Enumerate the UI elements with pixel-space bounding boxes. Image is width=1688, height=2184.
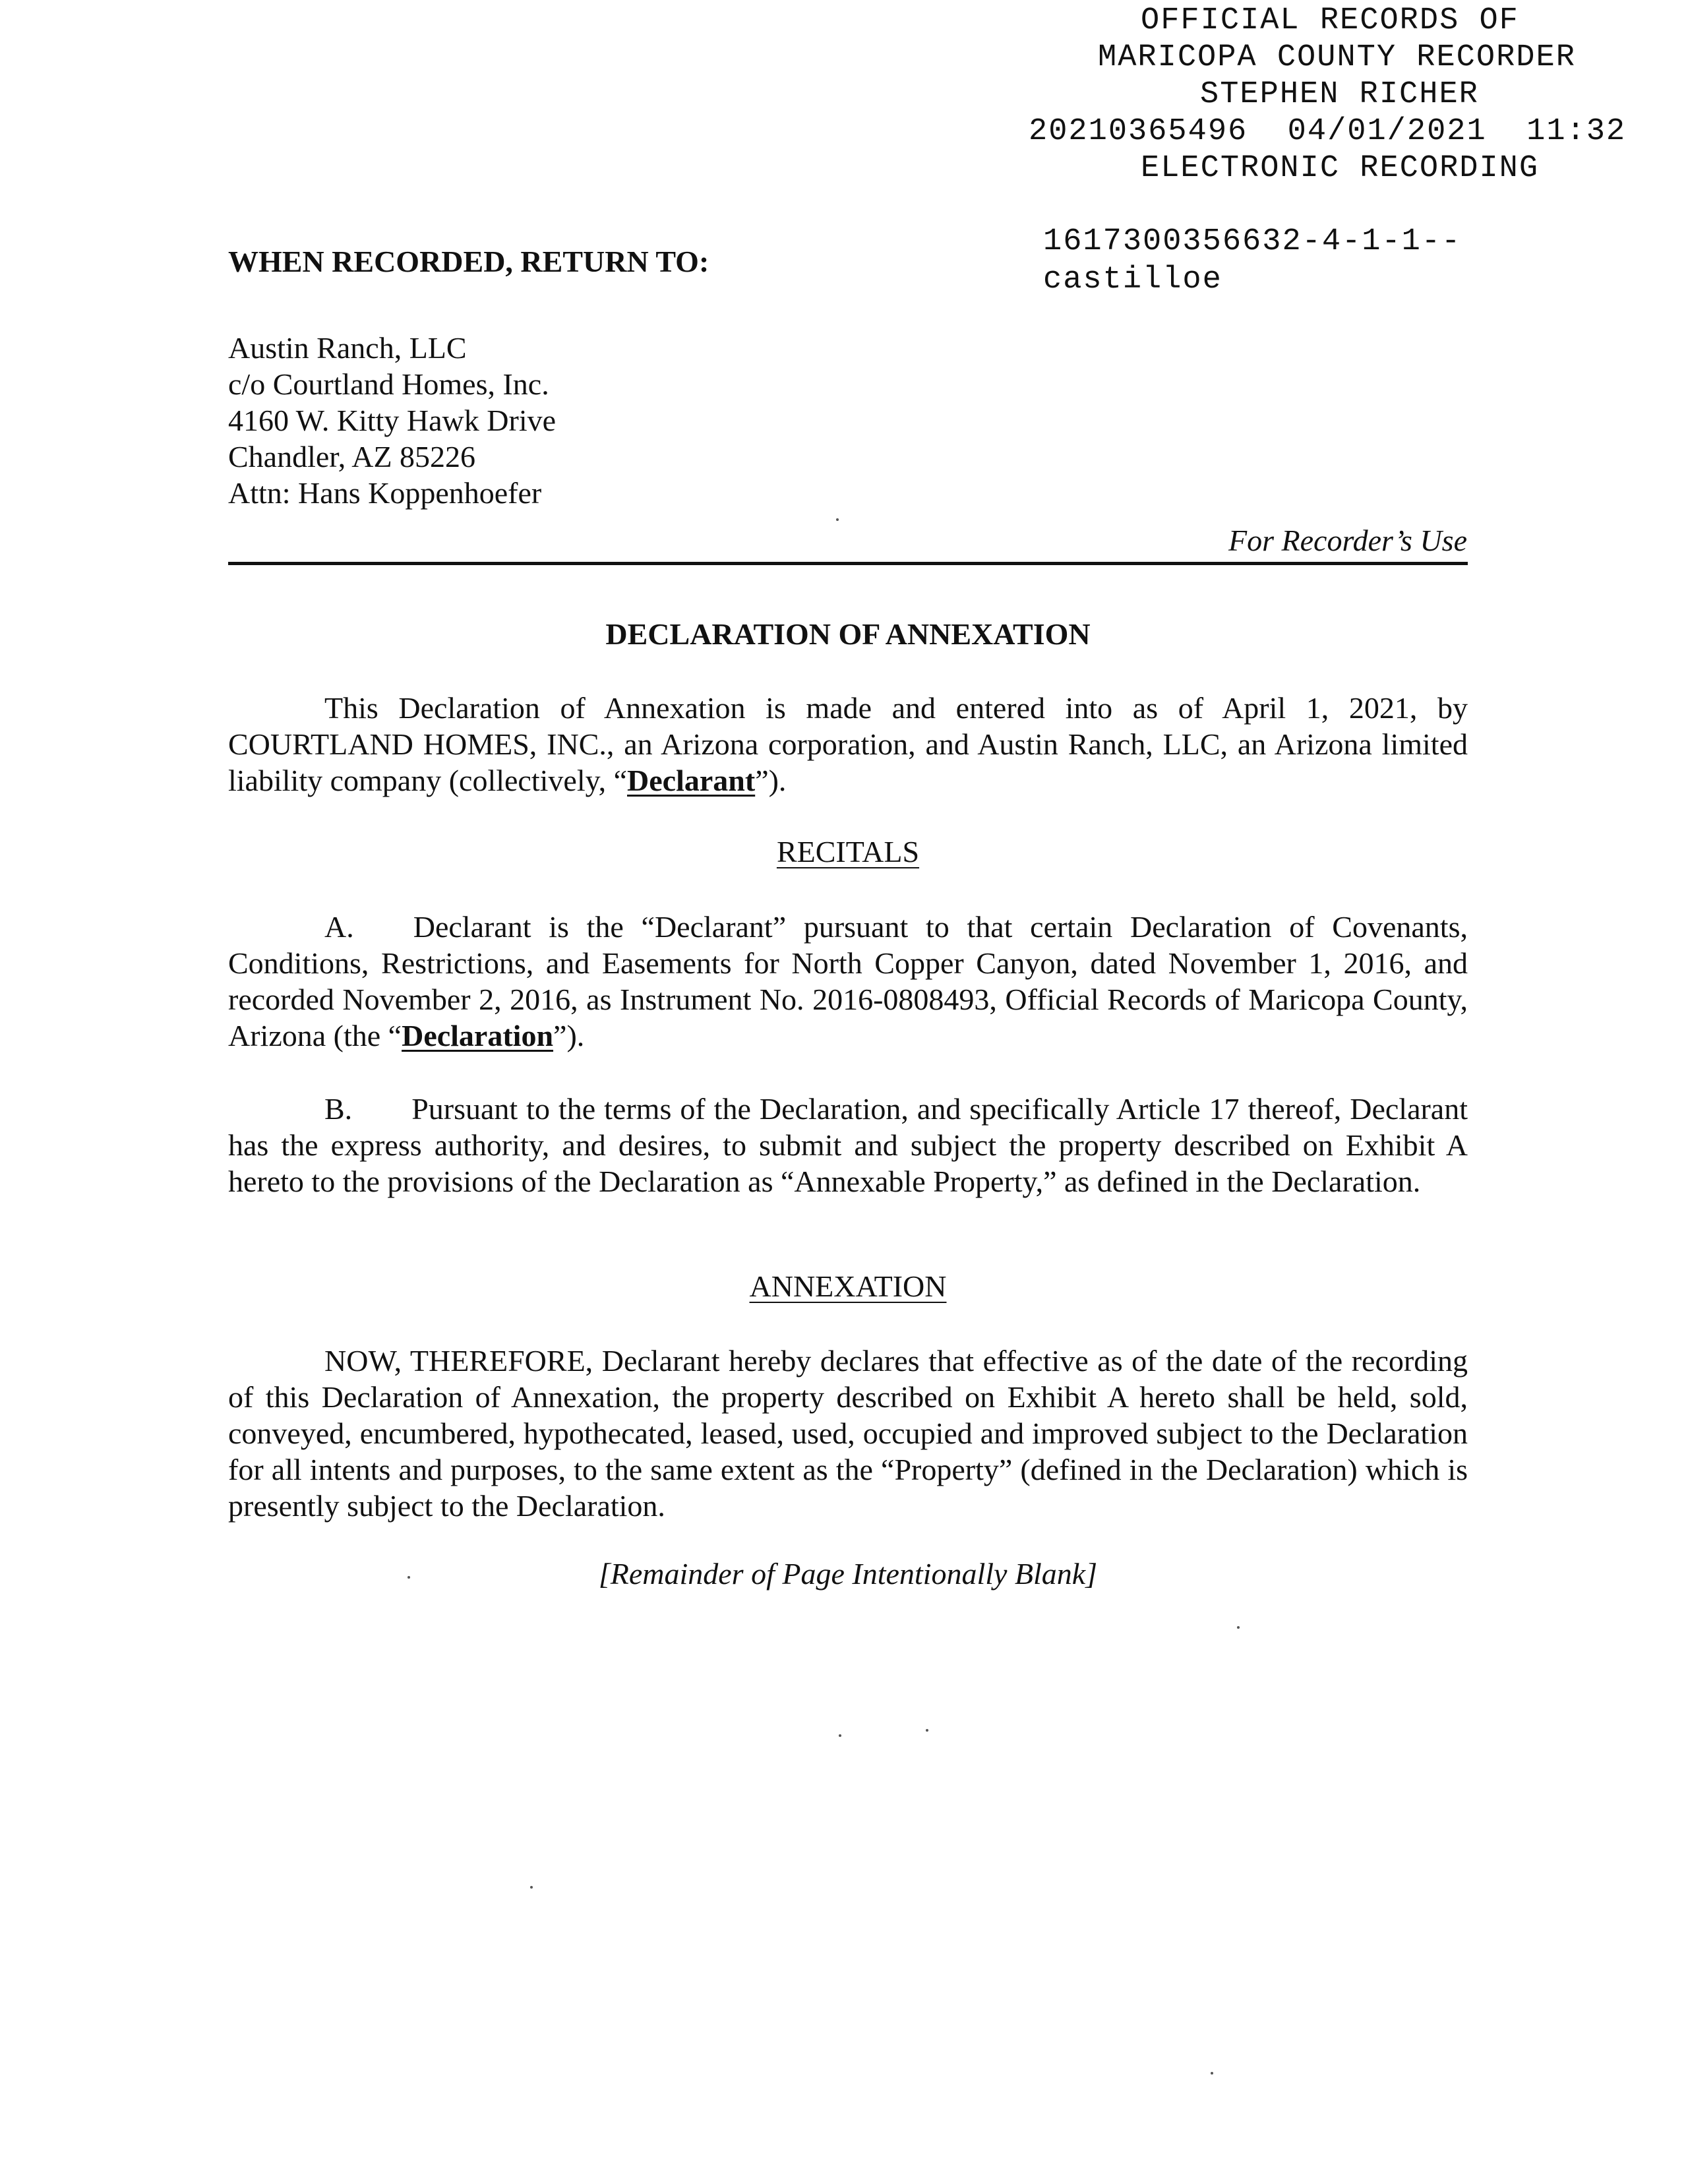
defined-term-declaration: Declaration (402, 1019, 554, 1052)
remainder-blank-note: [Remainder of Page Intentionally Blank] (598, 1557, 1098, 1591)
address-line: c/o Courtland Homes, Inc. (228, 367, 549, 401)
scan-speck (407, 1576, 410, 1579)
scan-speck (530, 1886, 533, 1889)
return-address (228, 330, 556, 511)
intro-text: This Declaration of Annexation is made and entered into as of April 1, 2021, by COURTLAND HOMES, INC., an Arizona corporation, and Austin Ranch, LLC, an Arizona limited liability company (collectively, “ (228, 691, 1468, 797)
recital-a-paragraph (228, 909, 1468, 1054)
recital-a-text-end: ”). (553, 1019, 585, 1052)
recital-b-paragraph (228, 1091, 1468, 1199)
recital-a-text: Declarant is the “Declarant” pursuant to that certain Declaration of Covenants, Conditions, Restrictions, and Easements for North Copper Canyon, dated November 1, 2016, and recorded November 2, 2016, as Instrument No. 2016-0808493, Official Records of Maricopa County, Arizona (the “ (228, 910, 1468, 1052)
scan-speck (1237, 1626, 1240, 1629)
annexation-heading: ANNEXATION (749, 1269, 947, 1303)
trace-code (1043, 223, 1461, 299)
recording-stamp (1029, 3, 1662, 187)
intro-paragraph (228, 690, 1468, 799)
recitals-heading: RECITALS (776, 835, 920, 868)
recorder-use-label: For Recorder’s Use (1228, 524, 1467, 557)
scan-speck (836, 518, 839, 521)
header-divider (228, 562, 1468, 565)
stamp-line-official-records: OFFICIAL RECORDS OF (1141, 3, 1519, 38)
scan-speck (926, 1729, 928, 1732)
recital-b-label: B. (324, 1092, 353, 1126)
annexation-paragraph (228, 1343, 1468, 1524)
scan-speck (839, 1734, 841, 1737)
trace-code-number: 1617300356632-4-1-1-- (1043, 224, 1462, 259)
defined-term-declarant: Declarant (627, 764, 756, 797)
address-line: Attn: Hans Koppenhoefer (228, 476, 542, 510)
recital-a-label: A. (324, 910, 354, 944)
intro-text-end: ”). (755, 764, 787, 797)
address-line: Austin Ranch, LLC (228, 331, 467, 365)
address-line: 4160 W. Kitty Hawk Drive (228, 404, 557, 437)
stamp-line-recorder-name: STEPHEN RICHER (1200, 77, 1479, 112)
document-title: DECLARATION OF ANNEXATION (605, 617, 1091, 651)
recital-b-text: Pursuant to the terms of the Declaration, and specifically Article 17 thereof, Declarant has the express authority, and desires, to submit and subject the property described on Exhibit A hereto to the provisions of the Declaration as “Annexable Property,” as defined in the Declaration. (228, 1092, 1468, 1198)
address-line: Chandler, AZ 85226 (228, 440, 476, 473)
stamp-line-county-recorder: MARICOPA COUNTY RECORDER (1098, 40, 1576, 75)
scan-speck (1211, 2072, 1213, 2075)
stamp-line-electronic-recording: ELECTRONIC RECORDING (1141, 151, 1540, 186)
annexation-text: NOW, THEREFORE, Declarant hereby declares that effective as of the date of the recording of this Declaration of Annexation, the property described on Exhibit A hereto shall be held, sold, conveyed, encumbered, hypothecated, leased, used, occupied and improved subject to the Declaration for all intents and purposes, to the same extent as the “Property” (defined in the Declaration) which is presently subject to the Declaration. (228, 1344, 1468, 1523)
stamp-line-instrument-date-time: 20210365496 04/01/2021 11:32 (1029, 114, 1627, 149)
return-to-heading: WHEN RECORDED, RETURN TO: (228, 245, 709, 278)
trace-code-user: castilloe (1043, 262, 1222, 297)
